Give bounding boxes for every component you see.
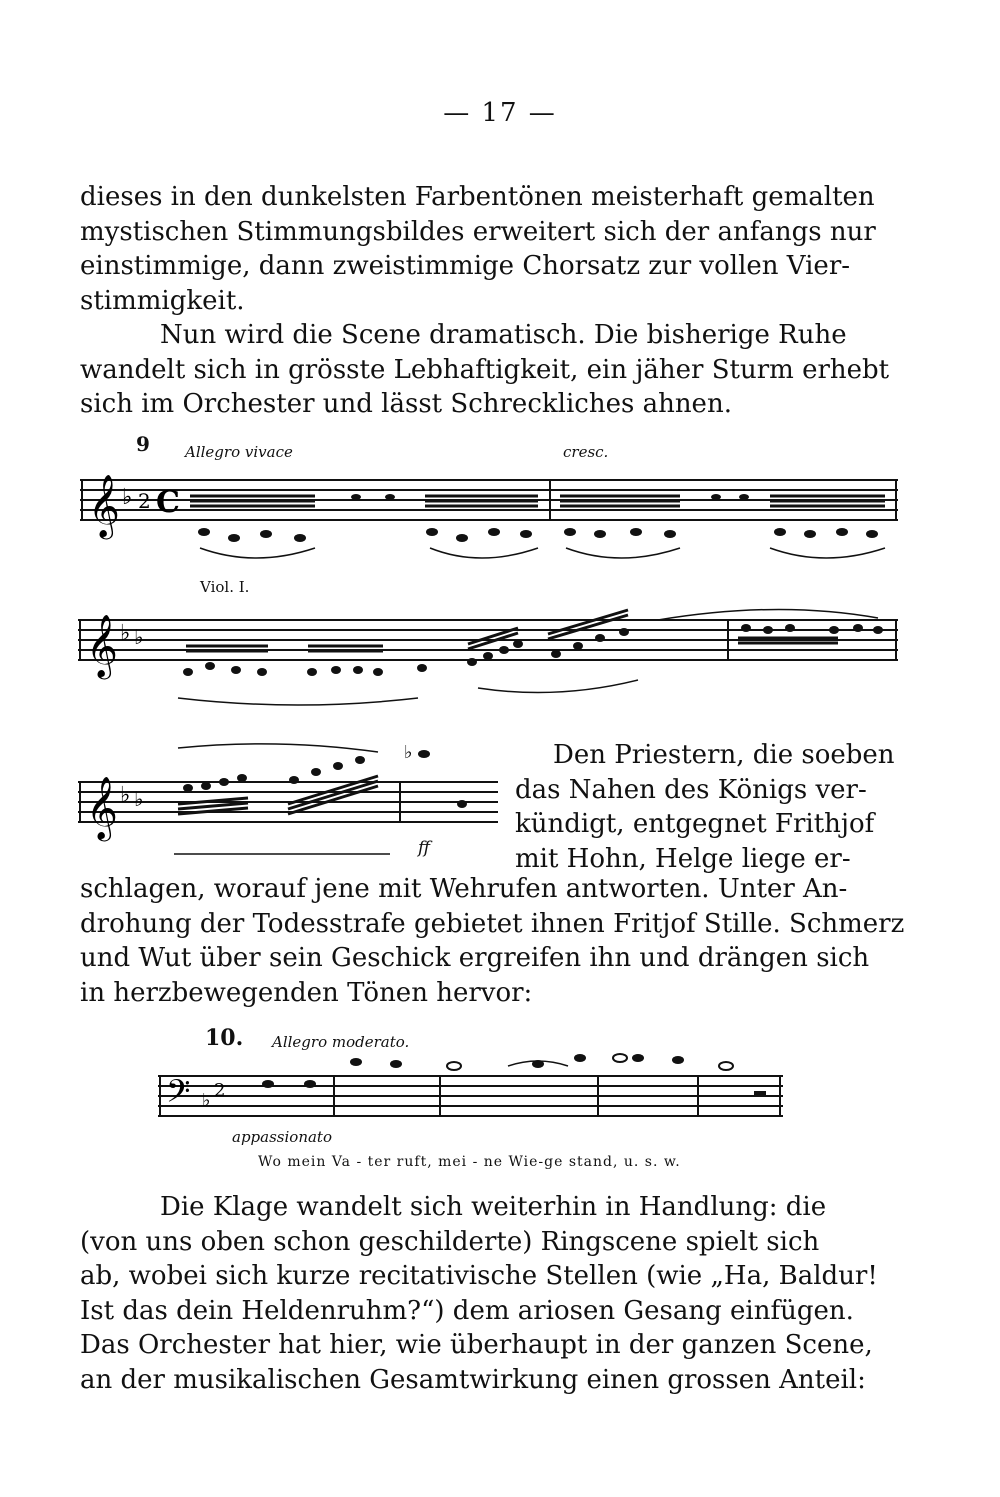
lyrics-line: Wo mein Va - ter ruft, mei - ne Wie-ge stand, u. s. w. (258, 1154, 681, 1170)
text-line: schlagen, worauf jene mit Wehrufen antworten. Unter An- (80, 874, 848, 904)
svg-text:♭: ♭ (122, 485, 133, 510)
text-line: (von uns oben schon geschilderte) Ringscene spielt sich (80, 1226, 820, 1257)
text-line: Den Priestern, die soeben (553, 740, 895, 770)
text-line: kündigt, entgegnet Frithjof (515, 809, 875, 839)
paragraph-3 (80, 872, 905, 1010)
instrument-label: Viol. I. (200, 578, 250, 596)
expression-marking: appassionato (232, 1128, 332, 1146)
svg-text:2: 2 (138, 489, 151, 513)
tempo-marking: Allegro vivace (185, 443, 293, 461)
text-line: einstimmige, dann zweistimmige Chorsatz zur vollen Vier- (80, 251, 851, 281)
text-line: Die Klage wandelt sich weiterhin in Handlung: die (160, 1192, 827, 1222)
text-line: sich im Orchester und lässt Schreckliches ahnen. (80, 389, 732, 419)
text-line: und Wut über sein Geschick ergreifen ihn und drängen sich (80, 943, 870, 973)
tempo-marking: Allegro moderato. (272, 1033, 410, 1051)
music-staff-1 (80, 468, 900, 568)
svg-text:♭: ♭ (120, 621, 131, 646)
svg-text:𝄢: 𝄢 (166, 1073, 191, 1117)
svg-text:♭: ♭ (404, 742, 413, 763)
text-line: Nun wird die Scene dramatisch. Die bisherige Ruhe (160, 320, 847, 350)
text-line: stimmigkeit. (80, 285, 245, 316)
text-line: mystischen Stimmungsbildes erweitert sich der anfangs nur (80, 216, 876, 247)
text-line: Das Orchester hat hier, wie überhaupt in der ganzen Scene, (80, 1330, 873, 1360)
text-line: in herzbewegenden Tönen hervor: (80, 977, 533, 1008)
paragraph-1 (80, 180, 895, 318)
page-number: — 17 — (443, 98, 557, 128)
text-line: an der musikalischen Gesamtwirkung einen grossen Anteil: (80, 1364, 866, 1395)
svg-text:♭: ♭ (202, 1090, 211, 1111)
cresc-marking: cresc. (563, 443, 609, 461)
svg-text:𝄞: 𝄞 (88, 474, 120, 537)
paragraph-4 (80, 1190, 895, 1397)
svg-text:𝄞: 𝄞 (86, 614, 118, 677)
example-number: 10. (205, 1025, 244, 1051)
side-paragraph (515, 738, 895, 876)
svg-text:♭: ♭ (120, 783, 131, 808)
svg-text:♭: ♭ (134, 625, 144, 649)
svg-text:♭: ♭ (134, 787, 144, 811)
paragraph-2 (80, 318, 895, 422)
text-line: dieses in den dunkelsten Farbentönen meisterhaft gemalten (80, 182, 875, 212)
dynamic-ff: ff (418, 838, 431, 858)
text-line: Ist das dein Heldenruhm?“) dem ariosen Gesang einfügen. (80, 1295, 854, 1326)
svg-text:2: 2 (214, 1080, 226, 1101)
text-line: ab, wobei sich kurze recitativische Stellen (wie „Ha, Baldur! (80, 1261, 878, 1291)
text-line: das Nahen des Königs ver- (515, 774, 867, 805)
music-staff-4 (158, 1050, 788, 1130)
music-staff-2 (78, 600, 903, 710)
svg-text:C: C (156, 485, 180, 520)
text-line: drohung der Todesstrafe gebietet ihnen Fritjof Stille. Schmerz (80, 908, 905, 939)
text-line: wandelt sich in grösste Lebhaftigkeit, ein jäher Sturm erhebt (80, 354, 890, 385)
text-line: mit Hohn, Helge liege er- (515, 843, 851, 874)
svg-text:𝄞: 𝄞 (86, 776, 118, 839)
music-staff-3 (78, 742, 508, 867)
example-number: 9 (136, 432, 150, 456)
